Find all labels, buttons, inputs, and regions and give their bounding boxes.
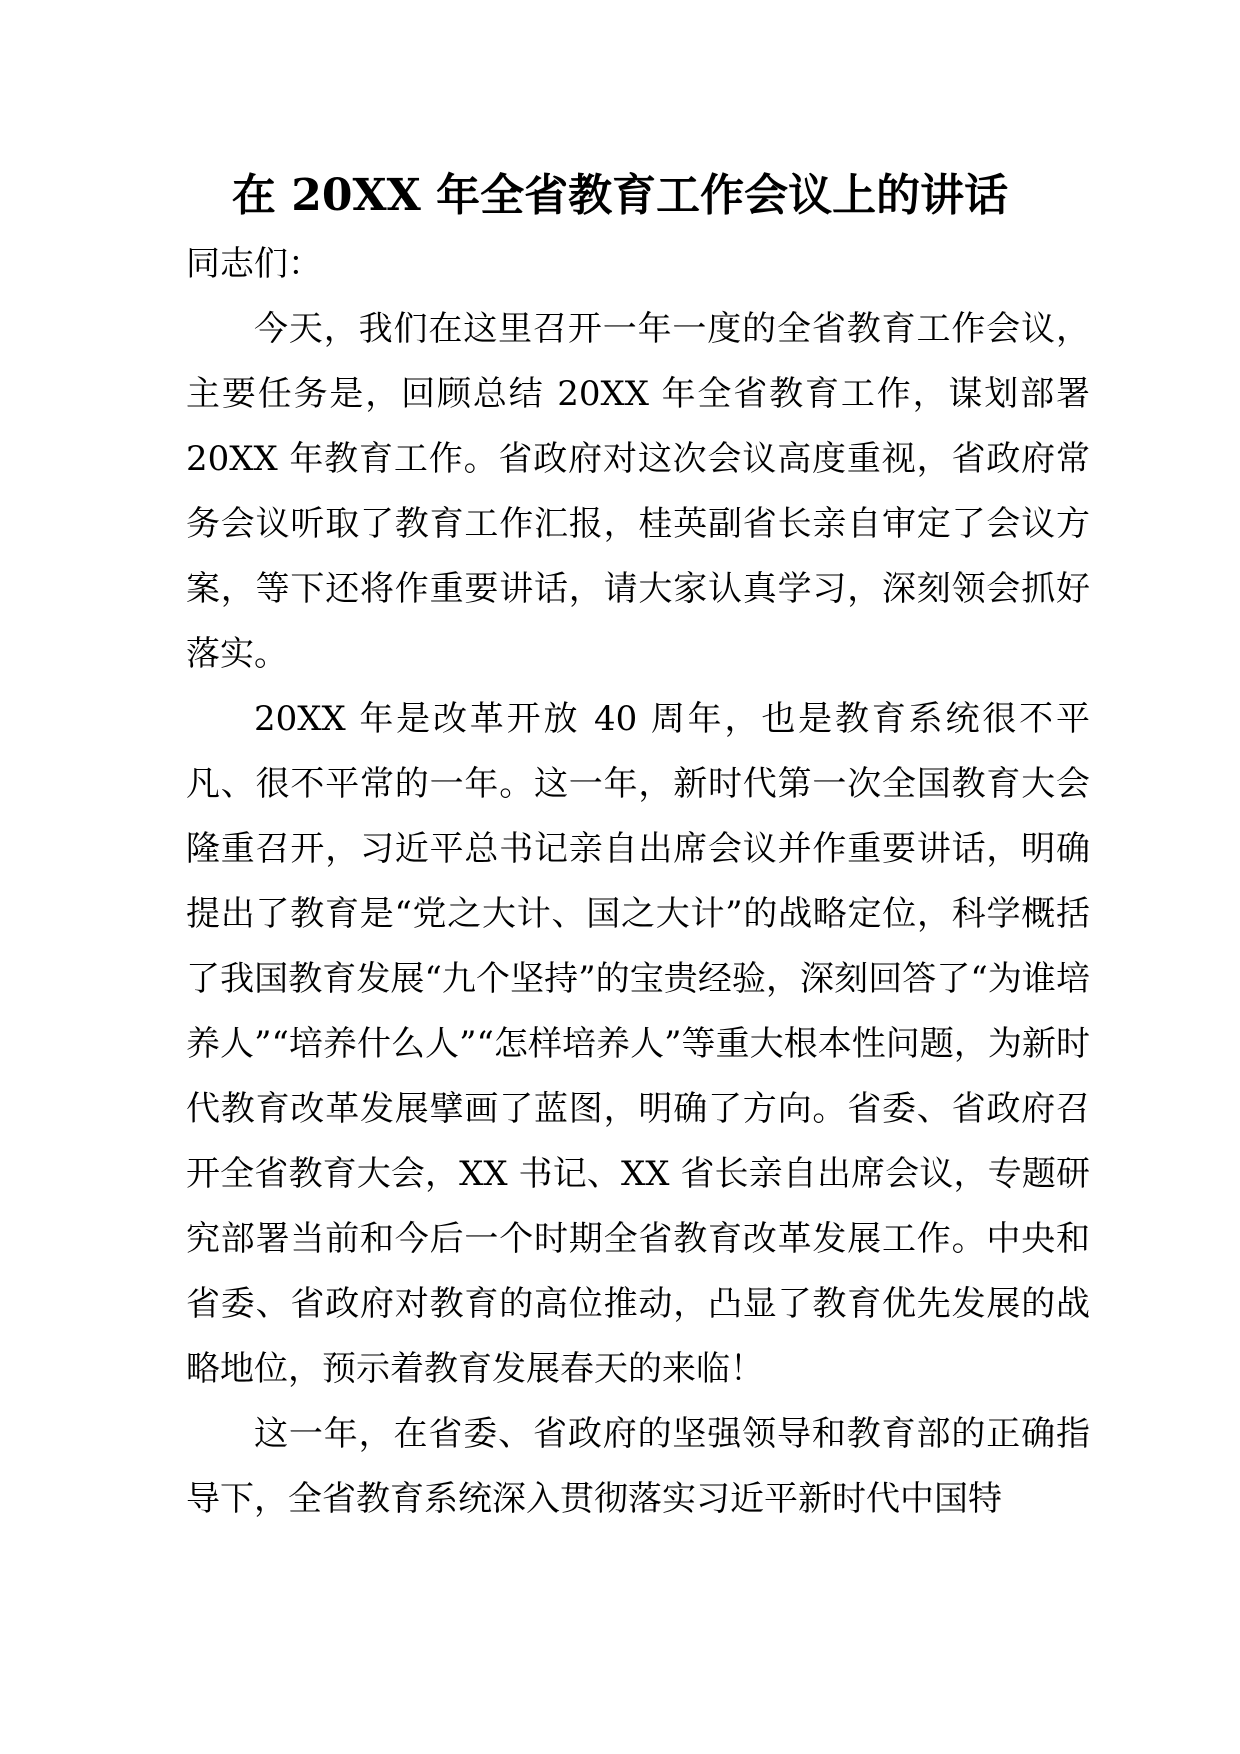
- salutation: 同志们：: [186, 244, 322, 284]
- document-title: 在 20XX 年全省教育工作会议上的讲话: [231, 170, 1009, 221]
- paragraph-1: 今天，我们在这里召开一年一度的全省教育工作会议，主要任务是，回顾总结 20XX 年全省教育工作，谋划部署 20XX 年教育工作。省政府对这次会议高度重视，省政府常务会议听取了教育工作汇报，桂英副省长亲自审定了会议方案，等下还将作重要讲话，请大家认真学习，深刻领会抓好落实。: [186, 309, 1090, 674]
- paragraph-2: 20XX 年是改革开放 40 周年，也是教育系统很不平凡、很不平常的一年。这一年，新时代第一次全国教育大会隆重召开，习近平总书记亲自出席会议并作重要讲话，明确提出了教育是“党之大计、国之大计”的战略定位，科学概括了我国教育发展“九个坚持”的宝贵经验，深刻回答了“为谁培养人”“培养什么人”“怎样培养人”等重大根本性问题，为新时代教育改革发展擘画了蓝图，明确了方向。省委、省政府召开全省教育大会，XX 书记、XX 省长亲自出席会议，专题研究部署当前和今后一个时期全省教育改革发展工作。中央和省委、省政府对教育的高位推动，凸显了教育优先发展的战略地位，预示着教育发展春天的来临！: [186, 699, 1090, 1389]
- paragraph-3: 这一年，在省委、省政府的坚强领导和教育部的正确指导下，全省教育系统深入贯彻落实习近平新时代中国特: [186, 1414, 1090, 1519]
- document-body: [186, 232, 1090, 1532]
